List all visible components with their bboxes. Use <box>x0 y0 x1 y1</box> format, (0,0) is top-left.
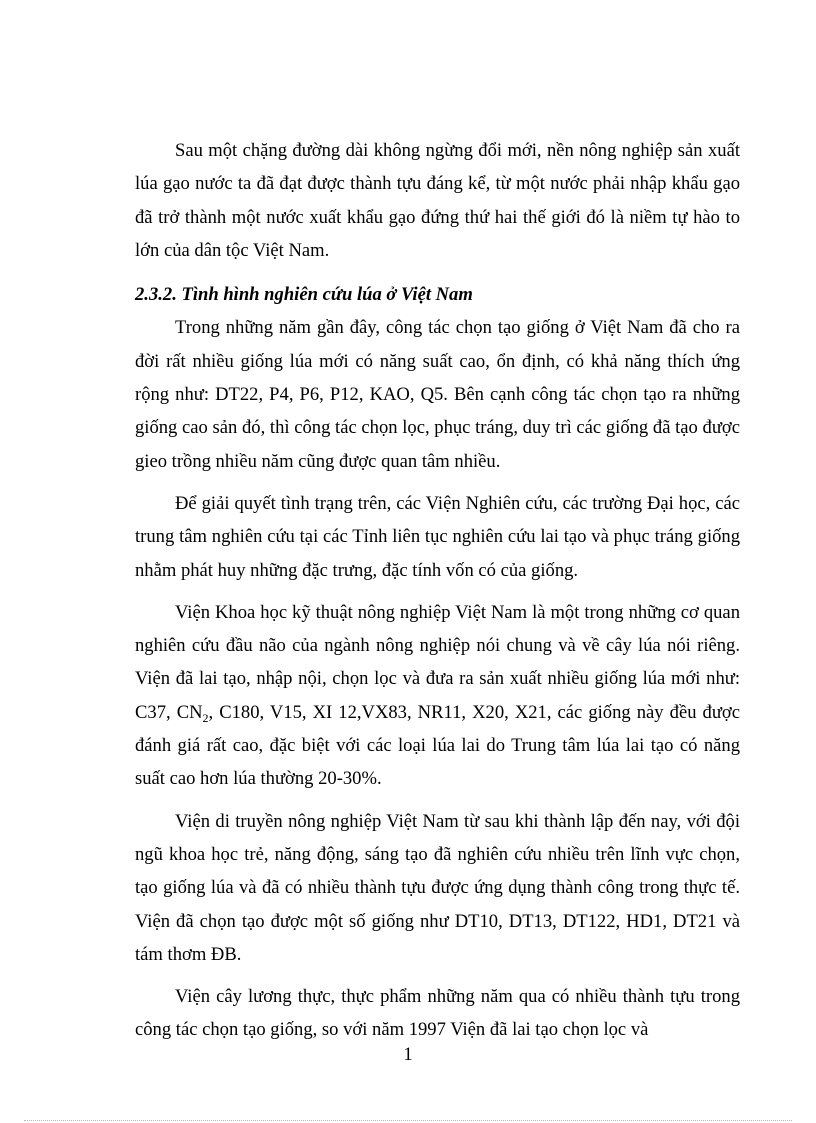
subscript-text: 2 <box>202 710 209 725</box>
section-heading: 2.3.2. Tình hình nghiên cứu lúa ở Việt Nam <box>135 284 473 306</box>
paragraph-genetics-institute: Viện di truyền nông nghiệp Việt Nam từ sau khi thành lập đến nay, với đội ngũ khoa học trẻ, năng động, sáng tạo đã nghiên cứu nhiều trên lĩnh vực chọn, tạo giống lúa và đã có nhiều thành tựu được ứng dụng thành công trong thực tế. Viện đã chọn tạo được một số giống như DT10, DT13, DT122, HD1, DT21 và tám thơm ĐB. <box>135 810 740 965</box>
paragraph-research-overview: Trong những năm gần đây, công tác chọn tạo giống ở Việt Nam đã cho ra đời rất nhiều giống lúa mới có năng suất cao, ổn định, có khả năng thích ứng rộng như: DT22, P4, P6, P12, KAO, Q5. Bên cạnh công tác chọn tạo ra những giống cao sản đó, thì công tác chọn lọc, phục tráng, duy trì các giống đã tạo được gieo trồng nhiều năm cũng được quan tâm nhiều. <box>135 317 740 472</box>
page-number: 1 <box>403 1044 413 1065</box>
paragraph-food-crops-institute: Viện cây lương thực, thực phẩm những năm qua có nhiều thành tựu trong công tác chọn tạo giống, so với năm 1997 Viện đã lai tạo chọn lọc và <box>135 986 740 1041</box>
paragraph-institutes: Để giải quyết tình trạng trên, các Viện Nghiên cứu, các trường Đại học, các trung tâm nghiên cứu tại các Tỉnh liên tục nghiên cứu lai tạo và phục tráng giống nhằm phát huy những đặc trưng, đặc tính vốn có của giống. <box>135 492 740 581</box>
paragraph-text-part: Viện Khoa học kỹ thuật nông nghiệp Việt Nam là một trong những cơ quan nghiên cứu đầu não của ngành nông nghiệp nói chung và về cây lúa nói riêng. Viện đã lai tạo, nhập nội, chọn lọc và đưa ra sản xuất nhiều giống lúa mới như: C37, CN <box>135 601 740 723</box>
page-bottom-divider <box>24 1120 792 1121</box>
document-body <box>135 134 740 1047</box>
paragraph-agri-science-institute <box>135 596 740 796</box>
paragraph-intro: Sau một chặng đường dài không ngừng đổi mới, nền nông nghiệp sản xuất lúa gạo nước ta đã đạt được thành tựu đáng kể, từ một nước phải nhập khẩu gạo đã trở thành một nước xuất khẩu gạo đứng thứ hai thế giới đó là niềm tự hào to lớn của dân tộc Việt Nam. <box>135 140 740 261</box>
paragraph-text-part: , C180, V15, XI 12,VX83, NR11, X20, X21, các giống này đều được đánh giá rất cao, đặc biệt với các loại lúa lai do Trung tâm lúa lai tạo có năng suất cao hơn lúa thường 20-30%. <box>135 701 740 790</box>
